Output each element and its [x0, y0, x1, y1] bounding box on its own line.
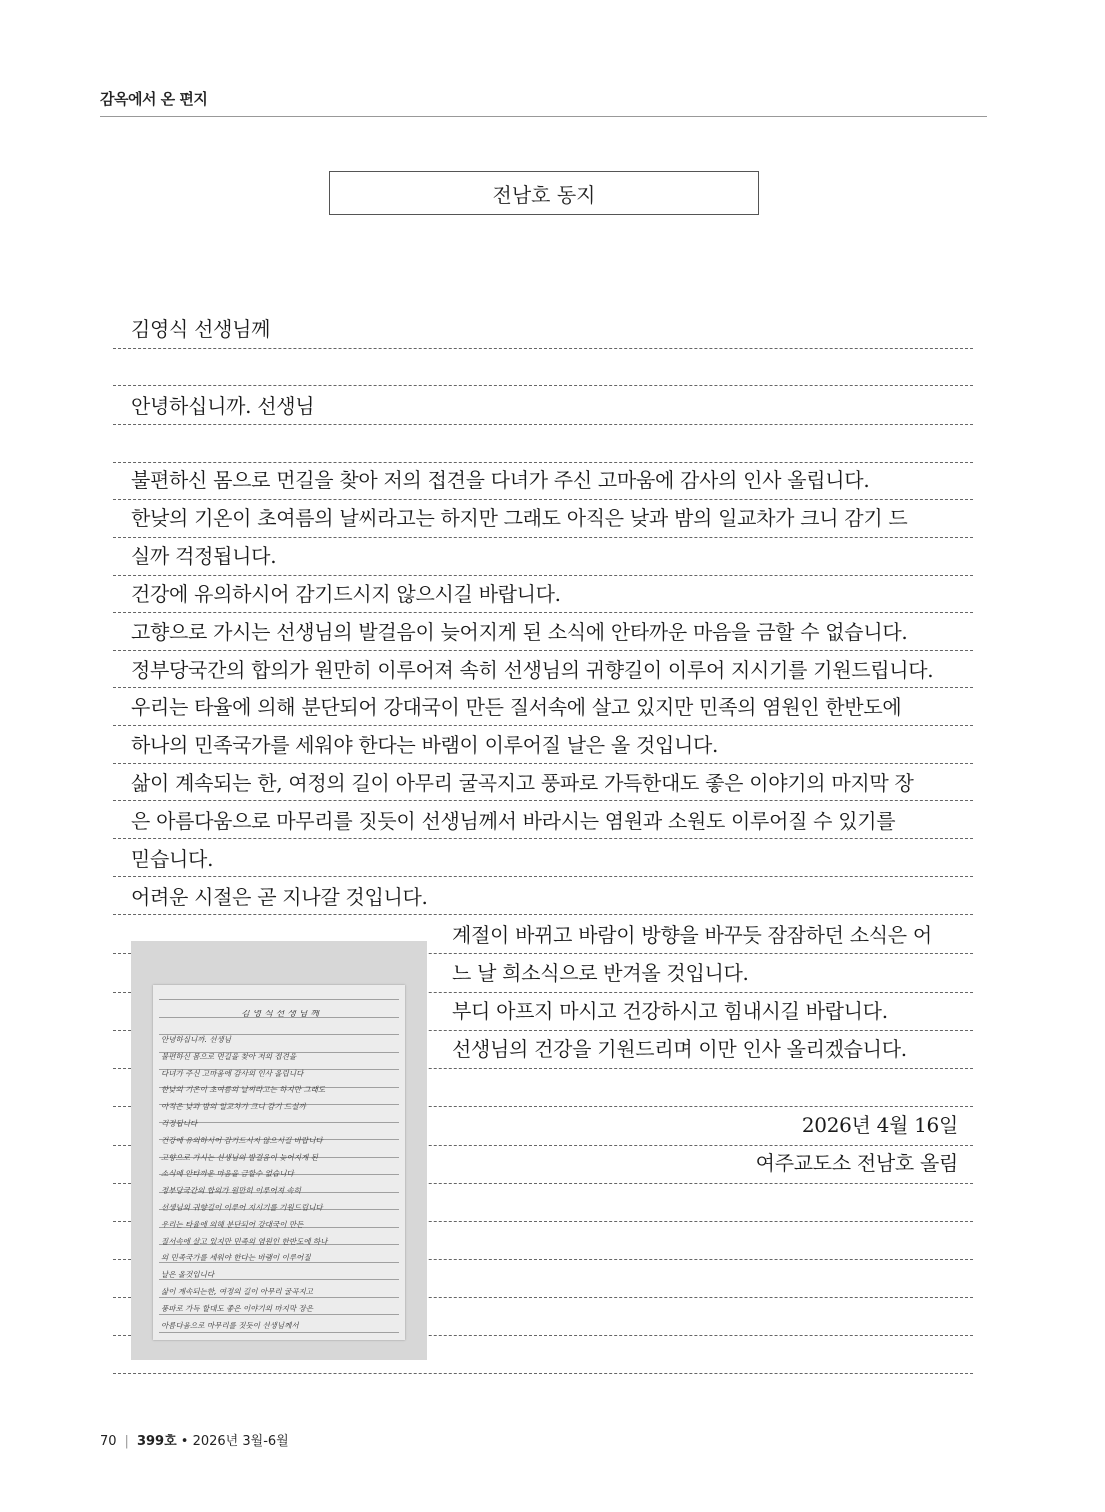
body-line: 고향으로 가시는 선생님의 발걸음이 늦어지게 된 소식에 안타까운 마음을 금할 수 없습니다.: [131, 620, 908, 644]
right-column-line: 계절이 바뀌고 바람이 방향을 바꾸듯 잠잠하던 소식은 어: [452, 923, 932, 947]
ruled-line: [113, 876, 973, 877]
handwritten-letter-photo: [131, 941, 427, 1360]
handwritten-line: 다녀가 주신 고마움에 감사의 인사 올립니다: [161, 1068, 304, 1078]
issue-period: 2026년 3월-6월: [192, 1434, 289, 1449]
ruled-line: [113, 575, 973, 576]
body-line: 삶이 계속되는 한, 여정의 길이 아무리 굴곡지고 풍파로 가득한대도 좋은 이야기의 마지막 장: [131, 771, 914, 795]
handwritten-rule: [159, 1314, 399, 1315]
ruled-line: [113, 499, 973, 500]
handwritten-line: 질서속에 살고 있지만 민족의 염원인 한반도에 하나: [161, 1236, 328, 1246]
ruled-line: [113, 914, 973, 915]
ruled-line: [113, 800, 973, 801]
salutation: 김영식 선생님께: [131, 317, 271, 341]
handwritten-line: 의 민족국가를 세워야 한다는 바램이 이루어질: [161, 1253, 311, 1263]
handwritten-line: 소식에 안타까운 마음을 금할수 없습니다: [161, 1169, 294, 1179]
body-line: 한낮의 기온이 초여름의 날씨라고는 하지만 그래도 아직은 낮과 밤의 일교차가 크니 감기 드: [131, 506, 908, 530]
footer-separator: |: [124, 1434, 129, 1449]
ruled-line: [113, 650, 973, 651]
handwritten-rule: [159, 1297, 399, 1298]
ruled-line: [113, 348, 973, 349]
handwritten-rule: [159, 1332, 399, 1333]
greeting: 안녕하십니까. 선생님: [131, 394, 315, 418]
right-column-line: 선생님의 건강을 기원드리며 이만 인사 올리겠습니다.: [452, 1037, 907, 1061]
ruled-line: [113, 612, 973, 613]
handwritten-line: 아름다움으로 마무리를 짓듯이 선생님께서: [161, 1320, 299, 1330]
body-line: 어려운 시절은 곧 지나갈 것입니다.: [131, 885, 428, 909]
ruled-line: [113, 763, 973, 764]
handwritten-rule: [159, 999, 399, 1000]
page-number: 70: [100, 1434, 117, 1449]
handwritten-line: 불편하신 몸으로 먼길을 찾아 저의 접견을: [161, 1051, 297, 1061]
body-line: 은 아름다움으로 마무리를 짓듯이 선생님께서 바라시는 염원과 소원도 이루어질 수 있기를: [131, 809, 896, 833]
handwritten-line: 건강에 유의하시어 감기드시지 않으시길 바랍니다: [161, 1135, 323, 1145]
handwritten-line: 우리는 타율에 의해 분단되어 강대국이 만든: [161, 1219, 304, 1229]
handwritten-line: 선생님의 귀향길이 이루어 지시기를 기원드립니다: [161, 1203, 323, 1212]
ruled-line: [113, 424, 973, 425]
body-line: 건강에 유의하시어 감기드시지 않으시길 바랍니다.: [131, 582, 561, 606]
handwritten-line: 풍파로 가득 할대도 좋은 이야기의 마지막 장은: [161, 1303, 313, 1313]
body-line: 하나의 민족국가를 세워야 한다는 바램이 이루어질 날은 올 것입니다.: [131, 733, 719, 757]
handwritten-line: 걱정됩니다: [161, 1119, 198, 1128]
ruled-line: [113, 462, 973, 463]
header-divider: [100, 116, 987, 117]
body-line: 실까 걱정됩니다.: [131, 544, 277, 568]
handwritten-line: 아직은 낮과 밤의 일교차가 크니 감기 드실까: [161, 1102, 306, 1112]
body-line: 우리는 타율에 의해 분단되어 강대국이 만든 질서속에 살고 있지만 민족의 염원인 한반도에: [131, 695, 902, 719]
right-column-line: 부디 아프지 마시고 건강하시고 힘내시길 바랍니다.: [452, 999, 888, 1023]
author-name-box: [329, 171, 759, 215]
letter-date: 2026년 4월 16일: [801, 1113, 958, 1137]
section-title: 감옥에서 온 편지: [100, 90, 208, 108]
footer-bullet: •: [180, 1434, 189, 1449]
body-line: 정부당국간의 합의가 원만히 이루어져 속히 선생님의 귀향길이 이루어 지시기를 기원드립니다.: [131, 658, 934, 682]
handwritten-line: 삶이 계속되는한, 여정의 길이 아무리 굴곡지고: [161, 1287, 313, 1296]
handwritten-line: 날은 올것입니다: [161, 1270, 215, 1280]
letter-signature: 여주교도소 전남호 올림: [755, 1151, 958, 1175]
body-line: 믿습니다.: [131, 847, 214, 871]
ruled-line: [113, 725, 973, 726]
ruled-line: [113, 838, 973, 839]
handwritten-line: 안녕하십니까. 선생님: [161, 1035, 231, 1044]
handwritten-line: 정부당국간의 합의가 원만히 이루어져 속히: [161, 1186, 301, 1196]
author-name: 전남호 동지: [492, 182, 596, 207]
handwritten-line: 한낮의 기온이 초여름의 날씨라고는 하지만 그래도: [161, 1085, 326, 1095]
handwritten-line: 고향으로 가시는 선생님의 발걸음이 늦어지게 된: [161, 1152, 318, 1162]
page-footer: [100, 1430, 289, 1449]
ruled-line: [113, 1373, 973, 1374]
right-column-line: 느 날 희소식으로 반겨올 것입니다.: [452, 961, 749, 985]
issue-number: 399호: [136, 1434, 177, 1449]
ruled-line: [113, 687, 973, 688]
body-line: 불편하신 몸으로 먼길을 찾아 저의 접견을 다녀가 주신 고마움에 감사의 인사 올립니다.: [131, 468, 870, 492]
ruled-line: [113, 385, 973, 386]
handwritten-line: 김 영 식 선 생 님 께: [240, 1010, 320, 1019]
ruled-line: [113, 537, 973, 538]
handwritten-letter-paper: [153, 985, 405, 1340]
